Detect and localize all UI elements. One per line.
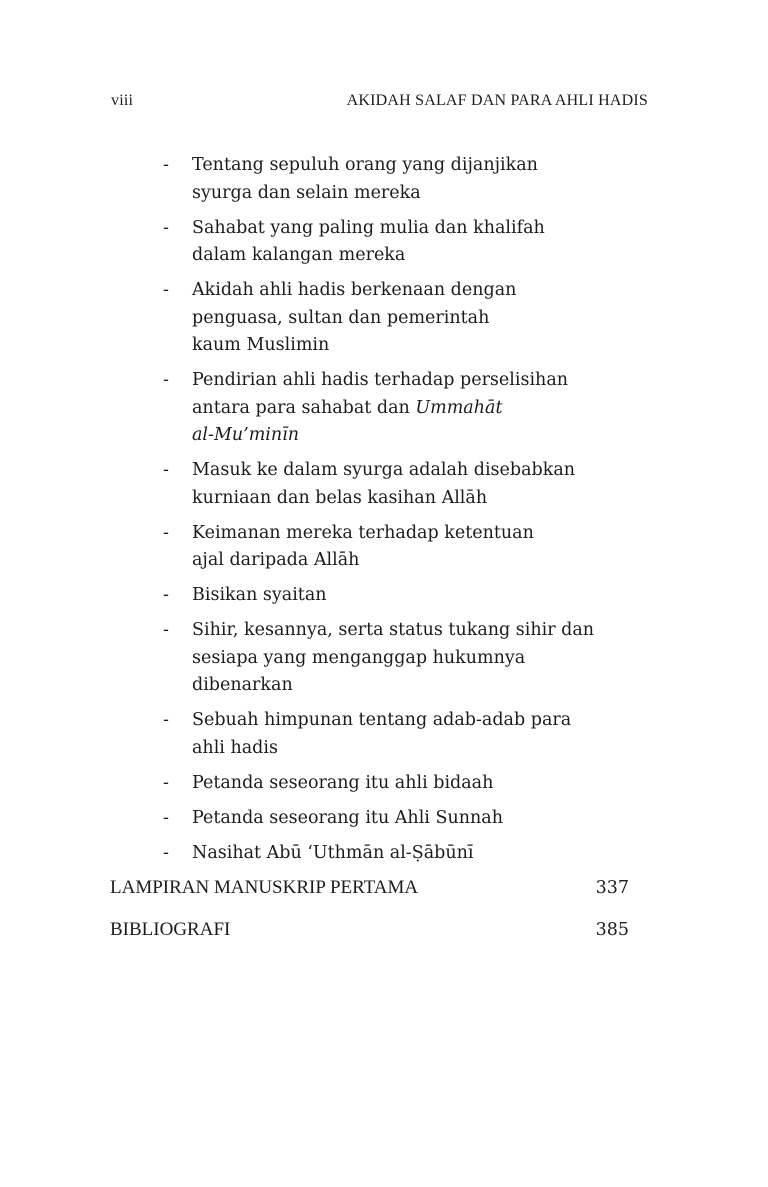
entry-dash: - xyxy=(163,280,169,300)
entry-line: kaum Muslimin xyxy=(192,335,330,355)
entry-line: Sebuah himpunan tentang adab-adab para xyxy=(192,710,572,730)
entry-line: Bisikan syaitan xyxy=(192,585,327,605)
entry-dash: - xyxy=(163,585,169,605)
entry-line: Masuk ke dalam syurga adalah disebabkan xyxy=(192,460,576,480)
entry-line: Akidah ahli hadis berkenaan dengan xyxy=(192,280,517,300)
entry-line: ahli hadis xyxy=(192,737,278,758)
entry-line: Sihir, kesannya, serta status tukang sihir dan xyxy=(192,620,595,640)
entry-line: sesiapa yang menganggap hukumnya xyxy=(192,647,526,668)
entry-dash: - xyxy=(163,460,169,480)
entry-line: Pendirian ahli hadis terhadap perselisihan xyxy=(192,370,569,390)
entry-line: penguasa, sultan dan pemerintah xyxy=(192,307,490,328)
italic-term: Ummahāt xyxy=(415,397,503,418)
entry-line: dalam kalangan mereka xyxy=(192,245,406,265)
entry-line: Petanda seseorang itu ahli bidaah xyxy=(192,772,494,793)
entry-line: Sahabat yang paling mulia dan khalifah xyxy=(192,217,545,238)
entry-dash: - xyxy=(163,522,169,543)
entry-line: kurniaan dan belas kasihan Allāh xyxy=(192,487,488,508)
entry-line-text: antara para sahabat dan xyxy=(192,397,410,418)
entry-dash: - xyxy=(163,370,169,390)
table-of-contents xyxy=(0,152,768,959)
book-title: AKIDAH SALAF DAN PARA AHLI HADIS xyxy=(346,92,648,109)
entry-line: Keimanan mereka terhadap ketentuan xyxy=(192,522,534,543)
section-title: BIBLIOGRAFI xyxy=(110,919,231,940)
entry-line: Petanda seseorang itu Ahli Sunnah xyxy=(192,807,503,828)
entry-dash: - xyxy=(163,620,169,640)
entry-dash: - xyxy=(163,842,169,863)
entry-dash: - xyxy=(163,710,169,730)
section-page-number: 385 xyxy=(595,920,629,940)
page-number: viii xyxy=(111,92,134,109)
section-title: LAMPIRAN MANUSKRIP PERTAMA xyxy=(110,877,419,898)
italic-term: al-Mu’minīn xyxy=(192,425,300,445)
toc-section-bibliography xyxy=(110,917,629,943)
entry-dash: - xyxy=(163,772,169,793)
toc-section-appendix xyxy=(110,875,629,901)
toc-entry xyxy=(163,840,629,868)
entry-line: dibenarkan xyxy=(192,675,293,695)
entry-line: Tentang sepuluh orang yang dijanjikan xyxy=(192,155,538,175)
entry-dash: - xyxy=(163,155,169,175)
entry-line: syurga dan selain mereka xyxy=(192,182,421,203)
entry-line: Nasihat Abū ‘Uthmān al-Ṣābūnī xyxy=(192,842,474,863)
section-page-number: 337 xyxy=(595,878,629,898)
entry-line: ajal daripada Allāh xyxy=(192,550,360,570)
entry-dash: - xyxy=(163,807,169,828)
entry-dash: - xyxy=(163,217,169,238)
